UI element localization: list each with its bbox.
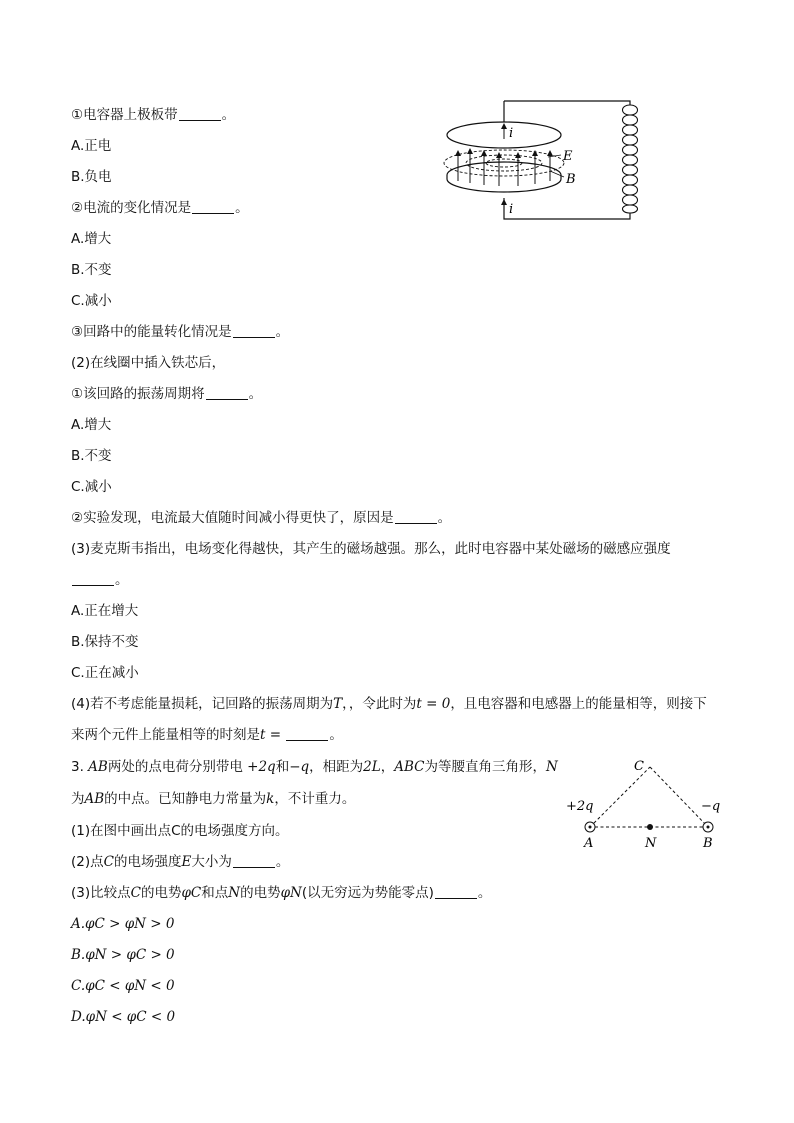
side-AC bbox=[590, 767, 650, 827]
magnetic-field-ring-inner bbox=[486, 159, 522, 167]
q3-option-c: C.φC < φN < 0 bbox=[71, 978, 175, 994]
side-CB bbox=[650, 767, 708, 827]
option-c: C.减小 bbox=[71, 479, 112, 495]
label-B: B bbox=[703, 836, 713, 851]
q3: (3)麦克斯韦指出，电场变化得越快，其产生的磁场越强。那么，此时电容器中某处磁场的磁感应强度 bbox=[71, 541, 671, 557]
answer-blank[interactable] bbox=[206, 386, 248, 400]
option-b-negative: B.负电 bbox=[71, 169, 112, 185]
wire-top bbox=[504, 101, 630, 105]
q3-option-b: B.保持不变 bbox=[71, 634, 139, 650]
q3-option-b: B.φN > φC > 0 bbox=[71, 947, 175, 963]
q2-2: ②实验发现，电流最大值随时间减小得更快了，原因是 。 bbox=[71, 510, 452, 526]
answer-blank[interactable] bbox=[395, 510, 437, 524]
option-b: B.不变 bbox=[71, 262, 112, 278]
answer-blank[interactable] bbox=[192, 200, 234, 214]
option-c: C.减小 bbox=[71, 293, 112, 309]
q3-stem-cont: 为AB的中点。已知静电力常量为k，不计重力。 bbox=[71, 791, 356, 807]
q3-2: (2)点C的电场强度E大小为 。 bbox=[71, 854, 290, 870]
electric-field-lines bbox=[458, 151, 550, 186]
label-i-bottom: i bbox=[509, 202, 514, 217]
q3-1: (1)在图中画出点C的电场强度方向。 bbox=[71, 823, 289, 839]
q3-option-c: C.正在减小 bbox=[71, 665, 139, 681]
option-a: A.增大 bbox=[71, 417, 112, 433]
q1-2: ②电流的变化情况是 。 bbox=[71, 200, 249, 216]
answer-blank[interactable] bbox=[435, 885, 477, 899]
q3-option-a: A.正在增大 bbox=[71, 603, 139, 619]
option-a-positive: A.正电 bbox=[71, 138, 112, 154]
point-N bbox=[647, 824, 653, 830]
q3-stem: 3. AB两处的点电荷分别带电 +2q和−q，相距为2L，ABC为等腰直角三角形，N bbox=[71, 759, 558, 775]
q2: (2)在线圈中插入铁芯后， bbox=[71, 355, 226, 371]
label-N: N bbox=[645, 836, 657, 851]
answer-blank[interactable] bbox=[72, 572, 114, 586]
label-minus-q: −q bbox=[701, 799, 721, 814]
q3-option-d: D.φN < φC < 0 bbox=[71, 1009, 176, 1025]
option-a: A.增大 bbox=[71, 231, 112, 247]
charges-triangle-figure bbox=[560, 755, 740, 855]
answer-blank[interactable] bbox=[179, 107, 221, 121]
q1-1: ①电容器上极板带 。 bbox=[71, 107, 236, 123]
option-b: B.不变 bbox=[71, 448, 112, 464]
q3-option-a: A.φC > φN > 0 bbox=[71, 916, 175, 932]
answer-blank[interactable] bbox=[286, 727, 328, 741]
q3-3: (3)比较点C的电势φC和点N的电势φN(以无穷远为势能零点) 。 bbox=[71, 885, 492, 901]
wire-bottom bbox=[504, 198, 630, 219]
label-i-top: i bbox=[509, 126, 514, 141]
answer-blank[interactable] bbox=[233, 324, 275, 338]
magnetic-field-ring-outer bbox=[444, 150, 564, 176]
label-B: B bbox=[566, 172, 576, 187]
q4: (4)若不考虑能量损耗，记回路的振荡周期为T，，令此时为t = 0，且电容器和电感器上的能量相等，则接下 bbox=[71, 696, 707, 712]
q1-3: ③回路中的能量转化情况是 。 bbox=[71, 324, 290, 340]
answer-blank[interactable] bbox=[233, 854, 275, 868]
lc-circuit-figure bbox=[440, 95, 660, 230]
q3-blank-line: 。 bbox=[71, 571, 129, 589]
inductor-coil bbox=[623, 105, 638, 213]
label-C: C bbox=[634, 759, 644, 774]
capacitor-bottom-plate bbox=[447, 179, 561, 192]
label-plus-2q: +2q bbox=[566, 799, 594, 814]
label-E: E bbox=[563, 149, 573, 164]
q2-1: ①该回路的振荡周期将 。 bbox=[71, 386, 263, 402]
label-A: A bbox=[584, 836, 594, 851]
q4-cont: 来两个元件上能量相等的时刻是t = 。 bbox=[71, 727, 343, 743]
